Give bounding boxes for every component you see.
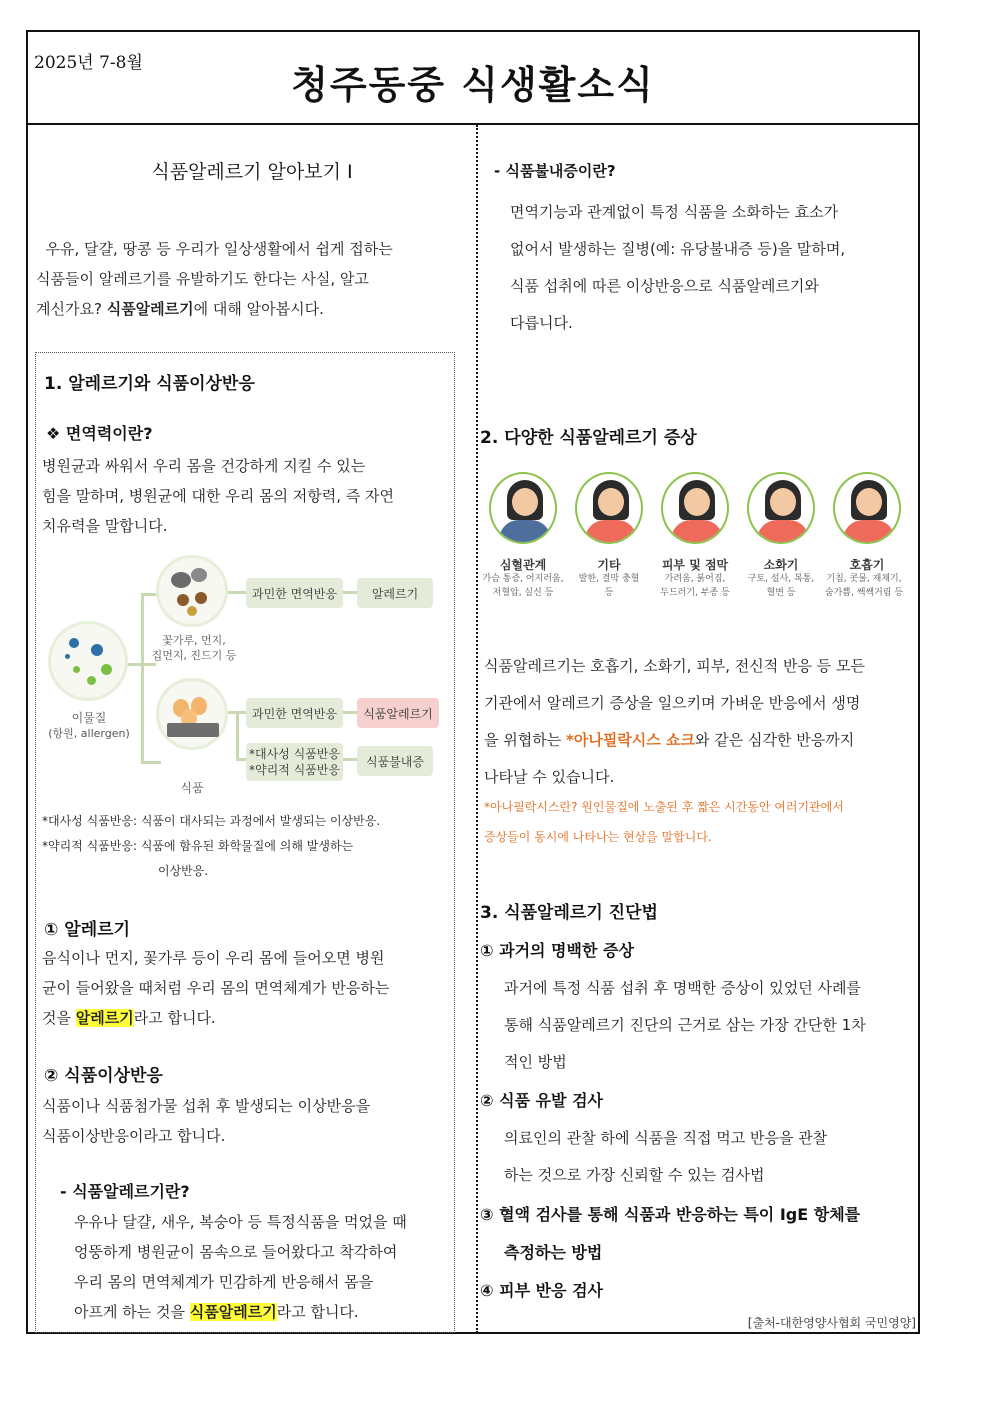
section1-title: 1. 알레르기와 식품이상반응 (44, 374, 255, 394)
food-allergy-text (74, 1207, 454, 1327)
reaction-text (42, 1091, 454, 1151)
allergy-text (42, 943, 454, 1033)
symptom-desc-line: 발한, 결막 충혈 (578, 574, 640, 584)
immunity-line: 치유력을 말합니다. (42, 517, 168, 535)
food-allergy-tail: 라고 합니다. (276, 1303, 359, 1321)
allergen-sub-text: (항원, allergen) (48, 727, 130, 740)
allergy-line-text: 것을 (42, 1009, 76, 1027)
reaction-title: ② 식품이상반응 (44, 1066, 163, 1086)
diagnosis-item1-text (504, 970, 920, 1081)
symptoms-line: 식품알레르기는 호흡기, 소화기, 피부, 전신적 반응 등 모든 (484, 657, 865, 675)
immunity-text (42, 451, 454, 541)
symptom-desc-line: 등 (604, 588, 614, 598)
pill-allergy: 알레르기 (357, 578, 433, 608)
symptom-desc-line: 두드러기, 부종 등 (660, 588, 730, 598)
source-credit: [출처-대한영양사협회 국민영양] (747, 1316, 916, 1330)
symptoms-line (484, 722, 914, 759)
dust-label (146, 633, 242, 663)
symptoms-text (484, 648, 914, 796)
food-circle (156, 678, 228, 750)
section2-title: 2. 다양한 식품알레르기 증상 (480, 428, 697, 448)
pill-pharmacologic: *약리적 식품반응 (249, 763, 340, 777)
diagnosis-line: 과거에 특정 식품 섭취 후 명백한 증상이 있었던 사례를 (504, 979, 861, 997)
diagnosis-item2-title: ② 식품 유발 검사 (480, 1091, 603, 1110)
intro-line (36, 294, 456, 324)
symptom-name: 심혈관계 (499, 558, 547, 572)
intro-line: 우유, 달걀, 땅콩 등 우리가 일상생활에서 쉽게 접하는 (36, 240, 393, 258)
allergen-label (46, 711, 132, 741)
allergy-highlight: 알레르기 (75, 1009, 134, 1027)
connector-line (141, 593, 144, 763)
diagnosis-item2-text (504, 1120, 914, 1194)
section3-title: 3. 식품알레르기 진단법 (480, 903, 658, 923)
intro-paragraph (36, 234, 456, 324)
reaction-line: 식품이나 식품첨가물 섭취 후 발생되는 이상반응을 (42, 1097, 371, 1115)
diagnosis-line: 하는 것으로 가장 신뢰할 수 있는 검사법 (504, 1166, 765, 1184)
symptom-name: 기타 (597, 558, 621, 572)
note-line: *약리적 식품반응: 식품에 함유된 화학물질에 의해 발생하는 (42, 839, 354, 853)
note-line: 이상반응. (158, 864, 209, 878)
symptom-desc (650, 572, 740, 600)
note-line: 증상들이 동시에 나타나는 현상을 말합니다. (484, 830, 712, 844)
diagnosis-item3-title: ③ 혈액 검사를 통해 식품과 반응하는 특이 IgE 항체를 (480, 1205, 861, 1224)
allergen-circle (48, 621, 128, 701)
symptom-name: 호흡기 (849, 558, 885, 572)
allergy-tail: 라고 합니다. (133, 1009, 216, 1027)
connector-line (343, 758, 357, 761)
connector-line (236, 758, 246, 761)
pill-food-reactions (246, 743, 343, 781)
reaction-line: 식품이상반응이라고 합니다. (42, 1127, 226, 1145)
food-allergy-line (74, 1297, 454, 1327)
intolerance-line: 다릅니다. (510, 314, 573, 332)
allergy-line (42, 1003, 454, 1033)
issue-date: 2025년 7-8월 (34, 53, 143, 73)
section1-box (35, 352, 455, 1333)
article-heading: 식품알레르기 알아보기 Ⅰ (151, 161, 353, 183)
allergy-line: 균이 들어왔을 때처럼 우리 몸의 면역체계가 반응하는 (42, 979, 390, 997)
symptoms-illustration (483, 472, 913, 612)
intolerance-title: - 식품불내증이란? (494, 162, 616, 180)
newsletter-header (28, 32, 918, 125)
symptom-desc-line: 저혈압, 실신 등 (492, 588, 554, 598)
column-divider (476, 125, 478, 1333)
intro-bold-term: 식품알레르기 (106, 300, 194, 318)
immunity-title: ❖ 면역력이란? (46, 424, 153, 443)
food-allergy-line: 엉뚱하게 병원균이 몸속으로 들어왔다고 착각하여 (74, 1243, 398, 1261)
symptoms-line-text: 을 위협하는 (484, 731, 566, 749)
anaphylaxis-note (484, 792, 914, 852)
connector-line (236, 711, 239, 761)
food-allergy-highlight: 식품알레르기 (189, 1303, 277, 1321)
symptom-desc-line: 가려움, 붉어짐, (664, 574, 726, 584)
symptom-desc-line: 구토, 설사, 복통, (747, 574, 815, 584)
allergy-line: 음식이나 먼지, 꽃가루 등이 우리 몸에 들어오면 병원 (42, 949, 385, 967)
food-allergy-line: 우리 몸의 면역체계가 민감하게 반응해서 몸을 (74, 1273, 374, 1291)
intro-line-text: 계신가요? (36, 300, 107, 318)
newsletter-frame (26, 30, 920, 1334)
diagnosis-line: 적인 방법 (504, 1053, 567, 1071)
reaction-notes (42, 809, 454, 884)
diagnosis-line: 통해 식품알레르기 진단의 근거로 삼는 가장 간단한 1차 (504, 1016, 866, 1034)
dust-label-text: 집먼지, 진드기 등 (151, 649, 237, 662)
symptom-desc-line: 기침, 콧물, 재채기, (826, 574, 902, 584)
intolerance-line: 식품 섭취에 따른 이상반응으로 식품알레르기와 (510, 277, 819, 295)
symptom-desc (736, 572, 826, 600)
symptoms-tail: 와 같은 심각한 반응까지 (695, 731, 855, 749)
food-label: 식품 (180, 781, 204, 795)
diagnosis-line: 의료인의 관찰 하에 식품을 직접 먹고 반응을 관찰 (504, 1129, 828, 1147)
diagnosis-item4-title: ④ 피부 반응 검사 (480, 1281, 603, 1300)
note-line: *아나필락시스란? 원인물질에 노출된 후 짧은 시간동안 여러기관에서 (484, 800, 844, 814)
symptom-name: 소화기 (763, 558, 799, 572)
food-allergy-title: - 식품알레르기란? (60, 1182, 190, 1201)
intolerance-line: 없어서 발생하는 질병(예: 유당불내증 등)을 말하며, (510, 240, 846, 258)
symptom-desc-line: 혈변 등 (766, 588, 796, 598)
intro-line: 식품들이 알레르기를 유발하기도 한다는 사실, 알고 (36, 270, 369, 288)
symptom-name: 피부 및 점막 (661, 558, 729, 572)
anaphylaxis-term: *아나필락시스 쇼크 (566, 731, 695, 749)
intro-tail: 에 대해 알아봅시다. (193, 300, 324, 318)
symptom-desc (819, 572, 909, 600)
symptom-desc-line: 숨가쁨, 쌕쌕거림 등 (824, 588, 904, 598)
other-symptom-person-icon (575, 472, 643, 544)
symptom-desc (478, 572, 568, 600)
intolerance-text (510, 194, 910, 342)
dust-circle (156, 555, 228, 627)
pill-immune-response: 과민한 면역반응 (246, 698, 343, 728)
symptoms-line: 기관에서 알레르기 증상을 일으키며 가벼운 반응에서 생명 (484, 694, 861, 712)
allergy-title: ① 알레르기 (44, 920, 130, 940)
note-line: *대사성 식품반응: 식품이 대사되는 과정에서 발생되는 이상반응. (42, 814, 381, 828)
intolerance-line: 면역기능과 관계없이 특정 식품을 소화하는 효소가 (510, 203, 839, 221)
newsletter-title: 청주동중 식생활소식 (291, 63, 655, 107)
pill-food-allergy: 식품알레르기 (357, 698, 439, 728)
dust-label-text: 꽃가루, 먼지, (162, 634, 226, 647)
digestive-person-icon (747, 472, 815, 544)
skin-person-icon (661, 472, 729, 544)
immunity-line: 힘을 말하며, 병원균에 대한 우리 몸의 저항력, 즉 자연 (42, 487, 394, 505)
cardiovascular-person-icon (489, 472, 557, 544)
immunity-line: 병원균과 싸워서 우리 몸을 건강하게 지킬 수 있는 (42, 457, 366, 475)
connector-line (343, 711, 357, 714)
symptom-desc (564, 572, 654, 600)
connector-line (343, 591, 357, 594)
pill-intolerance: 식품불내증 (357, 746, 433, 776)
food-allergy-line-text: 아프게 하는 것을 (74, 1303, 190, 1321)
diagnosis-item3-title-cont: 측정하는 방법 (504, 1243, 603, 1262)
connector-line (141, 761, 161, 764)
pill-metabolic: *대사성 식품반응 (249, 747, 340, 761)
diagnosis-item1-title: ① 과거의 명백한 증상 (480, 941, 634, 960)
symptom-desc-line: 가슴 통증, 어지러움, (482, 574, 564, 584)
respiratory-person-icon (833, 472, 901, 544)
food-allergy-line: 우유나 달걀, 새우, 복숭아 등 특정식품을 먹었을 때 (74, 1213, 407, 1231)
allergy-diagram (46, 553, 446, 798)
pill-immune-response: 과민한 면역반응 (246, 578, 343, 608)
allergen-label-text: 이물질 (71, 711, 107, 725)
symptoms-line: 나타날 수 있습니다. (484, 768, 615, 786)
